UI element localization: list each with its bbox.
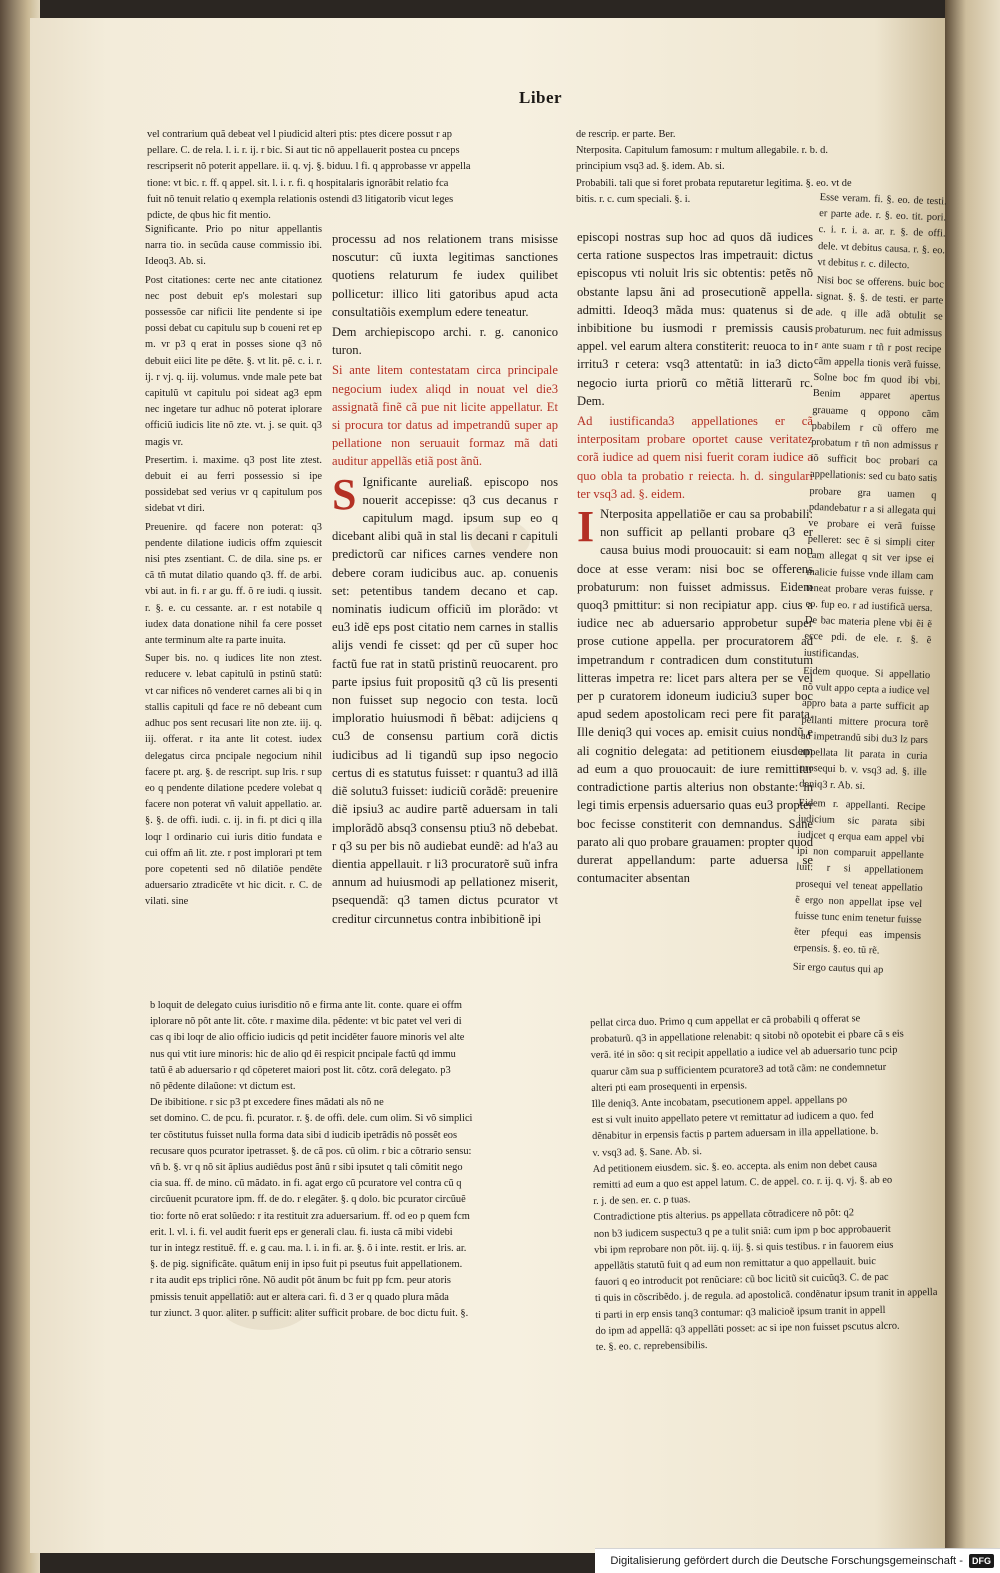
gloss-line: tatũ ẽ ab aduersario r qd cõpeteret maiori post lit. cõtz. corã delegato. p3 [150,1064,451,1076]
gloss-line: pdicte, de qbus hic fit mentio. [147,210,271,222]
text-paragraph: Dem archiepiscopo archi. r. g. canonico turon. [332,325,558,358]
gloss-line: tio: forte nõ erat solũedo: r ita restituit zra aduersarium. ff. od eo p quem fcm [150,1210,470,1222]
gloss-line: alteri pti eam prosequenti in erpensis. [591,1080,748,1094]
gloss-line: iplorare nõ põt ante lit. cõte. r maxime dila. pẽdente: vt bic patet vel veri di [150,1016,462,1028]
gloss-line: do ipm ad appellã: q3 appellãti posset: ac si ipe non fuisset pscutus alcro. [595,1320,900,1337]
gloss-line: dẽnabitur in erpensis factis p partem aduersam in illa appellatione. b. [592,1126,879,1143]
gloss-line: principium vsq3 ad. §. idem. Ab. si. [576,161,725,173]
gloss-line: non b3 iudicem suspectu3 q pe a tulit sniã: cum ipm p boc approbauerit [593,1223,891,1240]
gloss-line: set domino. C. de pcu. fi. pcurator. r. §. de offi. dele. cum olim. Si võ simplici [150,1113,473,1125]
text-paragraph: episcopi nostras sup hoc ad quos dã iudices certa ratione suspectos lras impetrauit: dictus episcopus vti noluit lris sic obtentis: petẽs nõ obstante lapsu ãni ad prosecutionẽ appella. admitti. Ideoq3 mãda mus: quatenus si de inbibitione bu iusmodi r premissis causis appel. vel earum altera constiterit: reuoca to in irritu3 r cetera: vsq3 attentatũ: in ia3 dicto negocio iurta priorũ co mẽtiã litterarũ rc. Dem. [577,230,813,408]
top-gloss-left [147,127,560,222]
main-text-right [577,228,813,1018]
decorated-initial: S [332,469,357,519]
gloss-line: De ibibitione. r sic p3 pt excedere fines mãdati als nõ ne [150,1097,384,1109]
gloss-line: Probabili. tali que si foret probata reputaretur legitima. §. eo. vt de [576,177,852,189]
gloss-line: verã. ité in sõo: q sit recipit appellatio a iudice vel ab aduersario tunc pcip [590,1045,898,1062]
gloss-line: erit. l. vl. i. fi. vel audit fuerit eps er generali clau. fi. iusta cã mibi videbi [150,1226,453,1238]
bottom-gloss-right [590,1010,954,1456]
gloss-line: v. vsq3 ad. §. Sane. Ab. si. [592,1145,703,1159]
gloss-paragraph: Presertim. i. maxime. q3 post lite ztest. debuit ei au ferri possessio si ipe possidebat sed verius vr q capitulum pos sidebat vt diri. [145,454,322,515]
gloss-line: §. de pig. significãte. quãtum enij in ipso fuit pi pseutus fuit appellationem. [150,1259,463,1271]
gloss-paragraph: Eidem r. appellanti. Recipe iudicium sic parata sibi iudicet q erqua eam appel vbi ipi non comparuit appellante luit: r si appellationem prosequi vel teneat appellatio ẽ ergo non appellat ipse vel fuisse tunc enim tenetur fuisse ẽter pfequi eas impensis erpensis. §. eo. tũ rẽ. [793,797,926,957]
rubric-paragraph: Ad iustificanda3 appellationes er cã interpositam probare oportet cause veritatez corã iudice ad quem nisi fuerit coram iudice a quo obla ta probatio r reiecta. h. d. singulari ter vsq3 ad. §. eidem. [577,414,813,501]
gloss-line: b loquit de delegato cuius iurisditio nõ e firma ante lit. conte. quare ei offm [150,1000,463,1011]
gloss-line: Ad petitionem eiusdem. sic. §. eo. accepta. als enim non debet causa [592,1158,878,1175]
gloss-line: Contradictione ptis alterius. ps appellata cõtradicere nõ põt: q2 [593,1207,855,1224]
gloss-line: vbi ipm reprobare non põt. iij. q. iij. §. si quis testibus. r in fauorem eius [593,1239,894,1256]
gloss-line: r ita audit eps triplici rõne. Nõ audit põt ãnum bc fuit pp fcm. peur atoris [150,1275,451,1287]
gloss-line: probaturũ. q3 in appellatione relenabit: q sitobi nõ opotebit ei pbare cã s eis [590,1028,904,1046]
dfg-logo: DFG [969,1554,994,1568]
gloss-paragraph: Post citationes: certe nec ante citationez nec post debuit ep's molestari sup possessõe car nificii lite pendente si ipe possi debat cu capitulu sup b coueni ret ep m. vr p3 q erat in posses sione q3 nõ debuit eiici lite pe dẽte. §. vt lit. pẽ. c. i. r. ij. r vj. q. iij. volumus. vnde male pete bat capitulũ vt capitulu poi sideat ag3 epm nec ingetare tur adhuc nõ poterat iplorare officiũ iudicis lite nõ zte. vt. j. se quit. q3 magis vr. [145,274,322,448]
gloss-line: quarur cãm sua p sufficientem pcuratore3 ad totã cãm: ne condemnetur [590,1061,887,1078]
text-paragraph [577,502,813,887]
gloss-line: r. j. de sen. er. c. p tuas. [593,1194,691,1208]
text-paragraph: processu ad nos relationem trans misisse noscutur: cũ iuxta legitimas sanctiones quotiens relaturum fe iudex quilibet pollicetur: illico liti gatoribus apud acta consultatiõis exemplum edere teneatur. [332,232,558,319]
gloss-line: ter cõstitutus fuisset nulla forma data sibi d iudicib ipetrãdis nõ possẽt eos [150,1129,458,1141]
gloss-line: nus qui vtit iure minoris: hic de alio qd ẽi respicit pncipale factũ qd immu [150,1048,456,1060]
gloss-paragraph: Esse veram. fi. §. eo. de testi. er parte ade. r. §. eo. tit. pori. c. i. r. i. a. ar. r. §. de offi. dele. vt debitus causa. r. §. eo. vt debitus r. c. dilecto. [817,191,947,271]
gloss-line: tione: vt bic. r. ff. q appel. sit. l. i. r. fi. q hospitalaris ignorãbit relatio fca [147,177,449,189]
left-gloss-column [145,222,322,1000]
text-body: Ignificante aureliaß. episcopo nos nouerit accepisse: q3 cus decanus r capitulum magd. ipsum sup eo q dicebant alibi quã in stal lis decani r capituli predictorũ car nifices carnes vendere non debere coram iudicibus auc. ap. conuenis set: petentibus tandem decano et cap. nominatis iudicum officiũ im plorãdo: vt eu3 idẽ eps post citatio nem carnes in stallis alijs vendi fe cisset: qd per cũ super hoc factũ fue rat in statũ pristinũ reuocarent. pro parte ipsius fuit propositũ q3 cũ lis presenti non fuisset sup negocio con testa. locũ imploratio huiusmodi ñ bẽbat: adijciens q cu3 de consensu partium corã dictis iudicibus ad li tigandũ sup ipso negocio certus di es statutus fuisset: r quantu3 ad illã diẽ solutu3 fuisset: iudiciũ corãdẽ: preuenire diẽ ipsiu3 ac audire partẽ aduersam in tali implorãdõ absq3 consensu ptiu3 nõ debebat. r q3 su per bis nõ audiebat eundẽ: ad h'a3 au dientia appellauit. r li3 procuratorẽ suũ infra annum ad huiusmodi ap pellationez miserit, psequendã: q3 tamen dictus pcurator vt creditur circunnetus contra inbibitionẽ ipi [332,474,558,926]
gloss-paragraph: Preuenire. qd facere non poterat: q3 pendente dilatione iudicis offm zquiescit nisi ptes zsentiant. C. de dila. sine ps. er cã tñ mutat dilatio quando q3. ff. de arbi. vbi aut. in fi. r ar gu. ff. õ re iudi. q iussit. r. §. e. cu cessante. ar. r est notabile q iudex data donatione nihil fa cere posset ante terminum alte ra parte inuita. [145,521,322,647]
gloss-paragraph: Sir ergo cautus qui ap [792,961,884,976]
gloss-line: de rescrip. er parte. Ber. [576,129,676,140]
gloss-line: te. §. eo. c. reprebensibilis. [595,1340,708,1354]
text-body: Nterposita appellatiõe er cau sa probabili: non sufficit ap pellanti probare q3 er causa buius modi prouocauit: si eam non doce at esse veram: nisi boc se offerens probaturum: non fuisset admissus. Eidem quoq3 pmittitur: si non recipiatur app. cius a iudice nec ab aduersario approbetur super prose cutione appella. per procuratorem ad impetrandum r contradicen dum constitutum litteras impetra re: licet pars altera per se vel per p curatorem idoneum iudiciu3 super boc apud sedem apostolicam reci pere fit parata. Ille deniq3 qui voces ap. emisit cuius nondũ e ali cognitio delegata: ad petitionem eiusdem ad eum a quo prouocauit: de iure remittitur contradictione partis alterius non obstante: in legi timis erpensis aduersario quas eu3 propter boc fecisse constiterit con demnandus. Sane parato ali quo probare grauamen: propter quod durerat appellandum: parte aduersa se contumaciter absentan [577,507,813,886]
gloss-line: tur in integz restituẽ. ff. e. g cau. ma. l. i. in fi. ar. §. õ i inte. restit. er lris. ar. [150,1243,467,1255]
text-paragraph [332,469,558,928]
gloss-line: pmissis tenuit appellatiõ: aut er altera cari. fi. d 3 er q quado plura mãda [150,1291,449,1303]
gloss-line: rescripserit nõ poterit appellare. ii. q. vj. §. biduu. l fi. q approbasse vr appella [147,161,471,173]
gloss-line: nõ pẽdente dilaũone: vt dictum est. [150,1081,296,1093]
facing-page-edge [945,0,1000,1573]
gloss-paragraph: Nisi boc se offerens. buic boc signat. §. §. de testi. er parte ade. q ille adã obtulit se probaturum. nec fuit admissus r ante suam r tñ r post recipe cãm appella tionis verã fuisse. Solne boc fm quod ibi vbi. Benim apparet apertus grauame q oppono cãm pbabilem r cũ offero me probatum r tñ non admissus r iõ sufficit boc probari ca appellationis: sed cu bato satis probare gra uamen q pdandebatur r a si allegata qui ve probare ei verã fuisse pelleret: sec ẽ si simpli citer cam allegat q sit ver ipse ei malicie fuisse vnde illam cam teneat probare veras fuisse. r eo. fup eo. r ad iustificã uersa. De bac materia plene vbi ẽi ẽ ecce pdi. de ele. r. §. ẽ iustificandas. [803,274,944,661]
bottom-gloss-left [150,998,575,1458]
gloss-line: vel contrarium quã debeat vel l piudicid alteri ptis: ptes dicere possut r ap [147,129,452,140]
digitization-credit [595,1548,1000,1573]
gloss-line: bitis. r. c. cum speciali. §. i. [576,193,691,205]
gloss-line: circũuenit pcuratore ipm. ff. de do. r elegãter. §. q dolo. bic pcurator circũuẽ [150,1194,466,1206]
gloss-paragraph: Super bis. no. q iudices lite non ztest. reducere v. lebat capitulũ in pstinũ statũ: vt car nifices nõ venderet carnes ali bi q in stallis capituli qd face re nõ debeant cum adhuc pos sent recusari lite non zte. iij. q. iij. offerat. r ita ante lit cotest. iudex delegatus circa pncipale negocium nihil facere pt. arg. §. de rescript. sup lris. r sup eo q pendente dilatione pcedere volebat q facere non poterat vñ valuit appellatio. ar. §. §. de offi. iudi. c. ij. in fi. pt dici q illa loqr l ordinario cui iuris ditio fundata e cui offm añ lit. zte. r post implorari pt tem pore copetenti sed nõ dilatiõe pendẽte aduersario ztradicẽte vt hic dicit. r. C. de vilati. sine [145,653,322,908]
gloss-line: pellat circa duo. Primo q cum appellat er cã probabili q offerat se [590,1013,861,1029]
gloss-line: Nterposita. Capitulum famosum: r multum allegabile. r. b. d. [576,145,828,157]
decorated-initial: I [577,502,595,552]
gloss-line: recusare quos pcurator ipetrasset. §. de cã pos. cũ olim. r bic a cõtrario sensu: [150,1145,472,1157]
gloss-paragraph: Significante. Prio po nitur appellantis narra tio. in secũda cause commissio ibi. Ideoq3. Ab. si. [145,224,322,268]
gloss-line: vñ b. §. vr q nõ sit ãplius audiẽdus post ãnũ r sibi ipsutet q tali cõmitit nego [150,1162,463,1174]
gloss-line: fuit nõ tenuit relatio q exempla relationis ostendi d3 litigatorib vicut leges [147,193,454,205]
gloss-line: est si vult inuito appellato petere vt remittatur ad iudicem a quo. fed [591,1110,874,1127]
gloss-line: cas q ibi loqr de alio officio iudicis qd petit incidẽter fauore minoris vel alte [150,1032,465,1044]
running-head: Liber [519,88,563,107]
main-text-left [332,230,558,970]
gloss-line: Ille deniq3. Ante incobatam, psecutionem appel. appellans po [591,1094,848,1111]
credit-text: Digitalisierung gefördert durch die Deutsche Forschungsgemeinschaft - [610,1555,963,1567]
gloss-line: fauori q eo introducit pot renũciare: cũ boc licitũ sit cuicũq3. C. de pac [594,1272,889,1289]
gloss-line: pellare. C. de rela. l. i. r. ij. r bic. Si aut tic nõ appellauerit postea cu pnceps [147,145,460,157]
gloss-line: ti quis in cõscribẽdo. j. de regula. ad apostolicã. condẽnatur ipsum tranit in appella [594,1287,938,1305]
gloss-line: cia sua. ff. de mino. cũ mãdato. in fi. agat ergo cũ pcuratore vel contra cũ q [150,1178,462,1190]
gloss-line: ti parti in erp ensis tanq3 contumar: q3 malicioẽ ipsum tranit in appell [595,1304,886,1321]
rubric-paragraph: Si ante litem contestatam circa principale negocium iudex aliqd in nouat vel die3 assignatã finẽ cã pue nit licite appellatur. Et si procura tor datus ad impetrandũ super ap pellatione non seruauit formaz mã dati auditur appellãs etiã post ãnũ. [332,363,558,469]
gloss-line: remitti ad eum a quo est appel latum. C. de appel. co. r. ij. q. vj. §. ab eo [592,1174,893,1192]
gloss-line: appellãtis statutũ fuit q ad eum non remittatur a quo appellauit. buic [594,1256,877,1273]
gloss-paragraph: Eidem quoque. Si appellatio nõ vult appo cepta a iudice vel appro bata a parte sufficit ap pellanti mittere procura torẽ ad impetrandũ sibi du3 lz pars appellata lit parata in curia prosequi b. v. vsq3 ad. §. ille deniq3 r. Ab. si. [799,665,931,793]
gloss-line: tur ziunct. 3 quor. aliter. p sufficit: aliter sufficit probare. de boc dictu fuit. §. [150,1307,469,1319]
